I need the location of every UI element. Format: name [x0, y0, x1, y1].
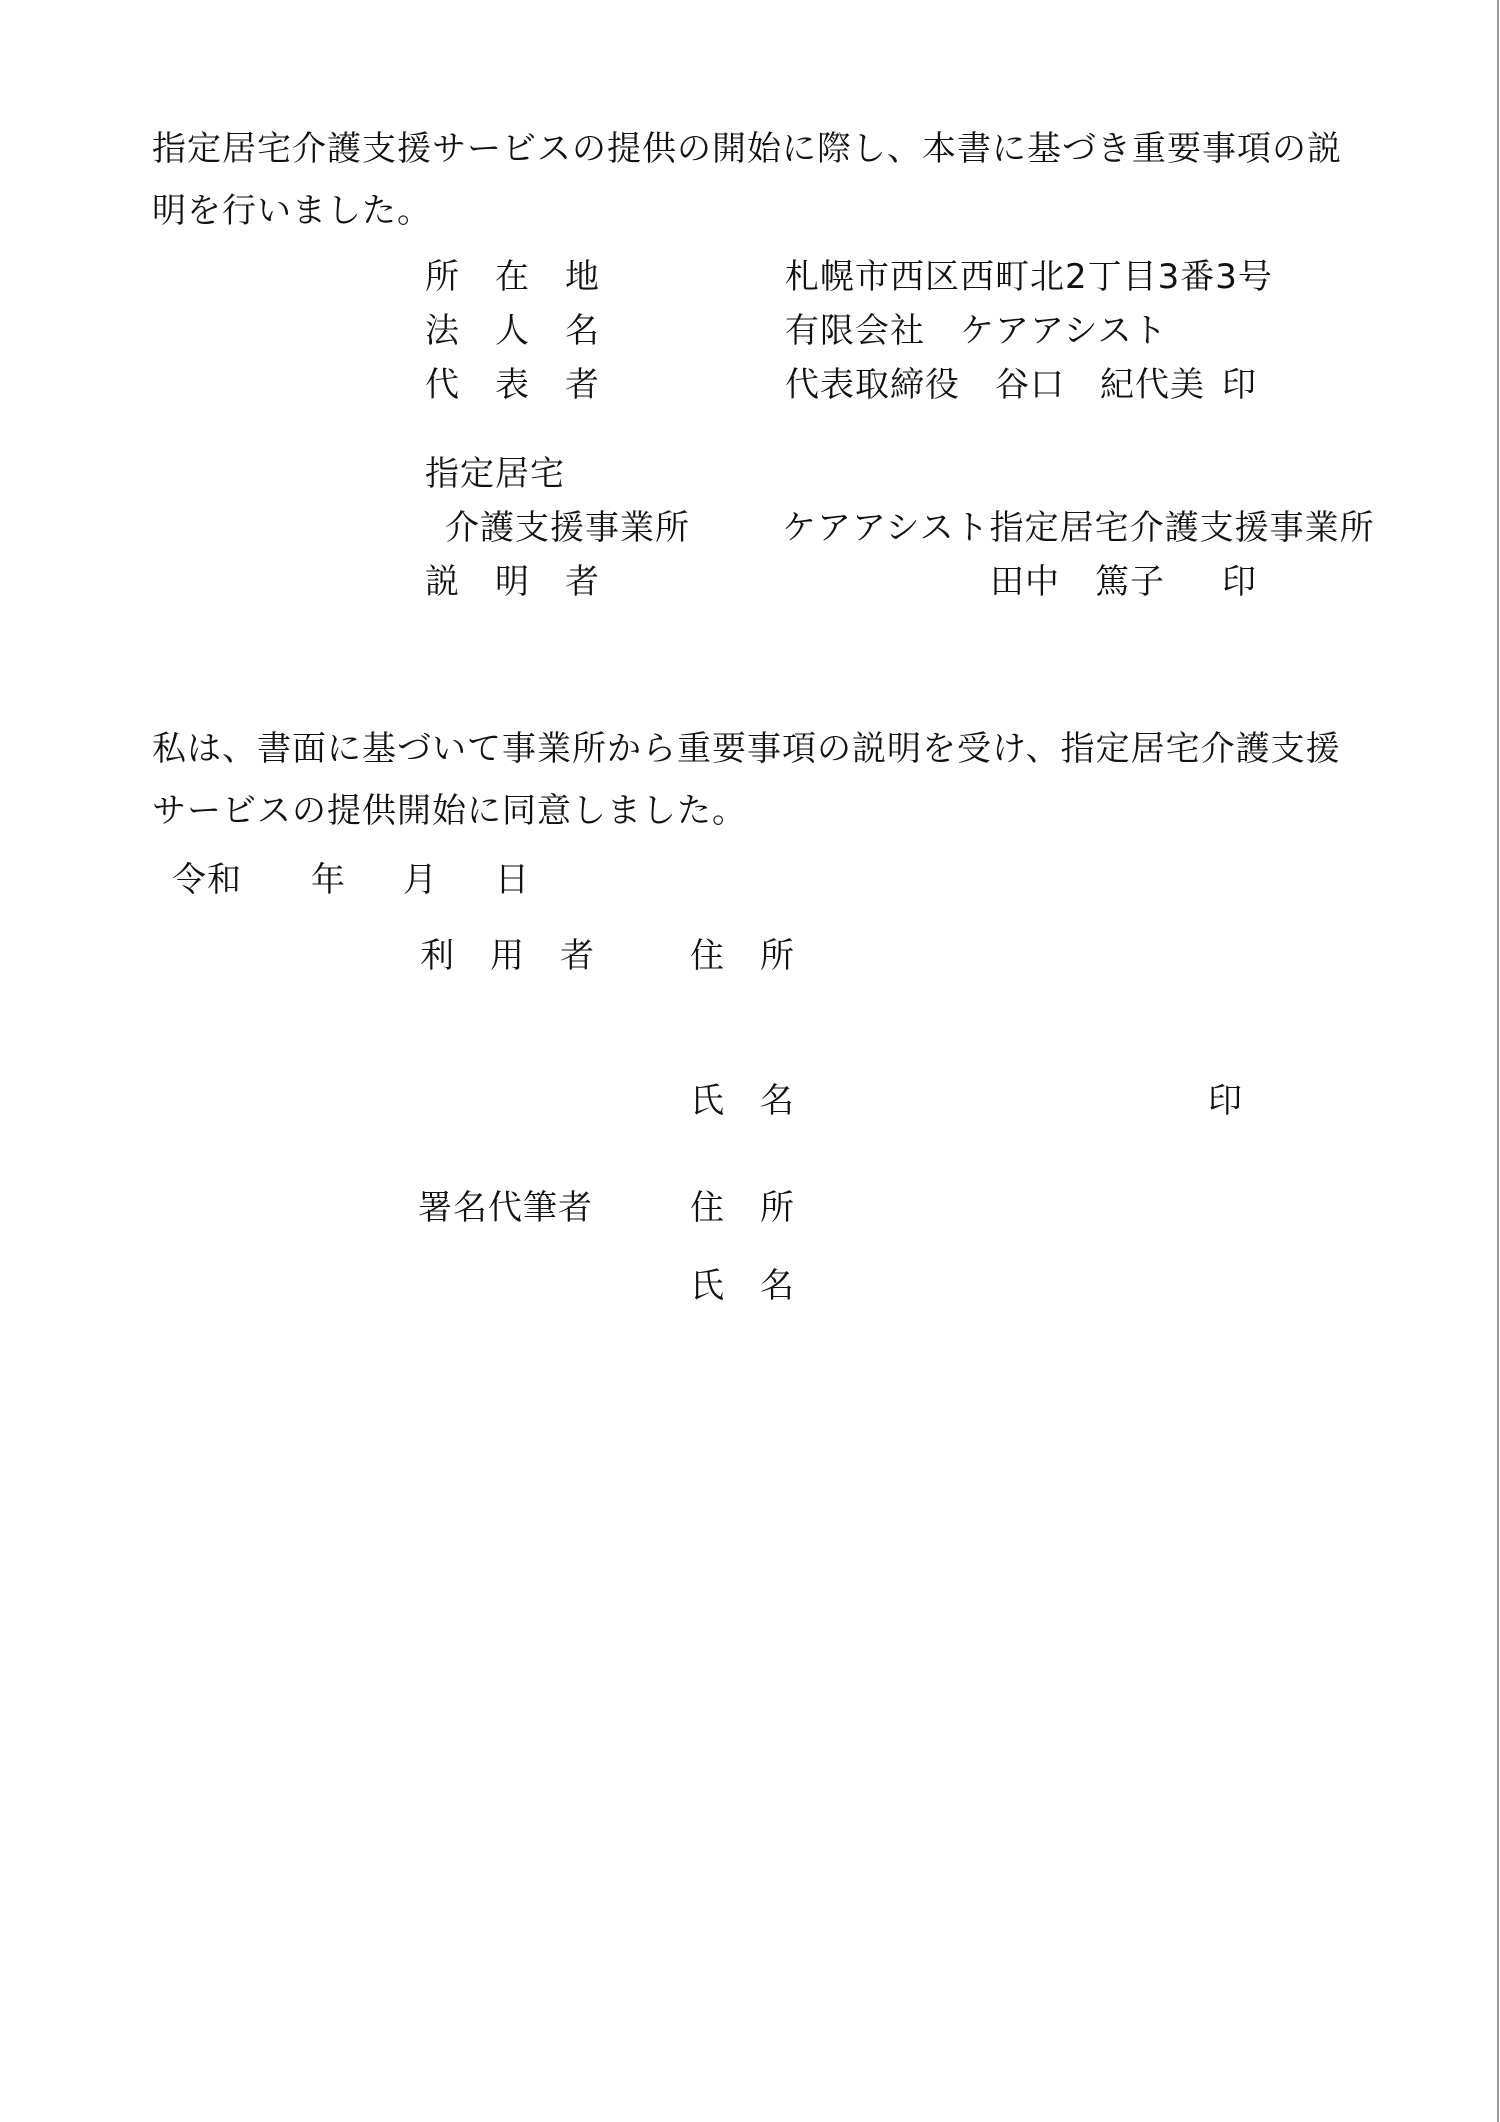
- explainer-value: 田中 篤子: [990, 562, 1165, 602]
- corporation-label: 法 人 名: [425, 311, 600, 351]
- representative-label: 代 表 者: [425, 365, 600, 405]
- proxy-address-label: 住 所: [690, 1188, 795, 1228]
- page-edge-line: [1497, 0, 1499, 2122]
- user-name-label: 氏 名: [690, 1081, 795, 1121]
- user-seal: 印: [1208, 1081, 1243, 1121]
- explanation-paragraph: 指定居宅介護支援サービスの提供の開始に際し、本書に基づき重要事項の説明を行いました。: [152, 129, 1342, 231]
- explainer-seal: 印: [1222, 562, 1257, 602]
- location-label: 所 在 地: [425, 257, 600, 297]
- date-day: 日: [495, 860, 530, 900]
- representative-seal: 印: [1222, 365, 1257, 405]
- date-year: 年: [311, 860, 346, 900]
- corporation-value: 有限会社 ケアアシスト: [785, 311, 1168, 351]
- location-value: 札幌市西区西町北2丁目3番3号: [785, 257, 1273, 297]
- user-address-label: 住 所: [690, 936, 795, 976]
- office-label-line1: 指定居宅: [425, 454, 565, 494]
- proxy-signer-label: 署名代筆者: [418, 1188, 593, 1228]
- explainer-label: 説 明 者: [425, 562, 600, 602]
- office-label-line2: 介護支援事業所: [445, 508, 690, 548]
- date-month: 月: [403, 860, 438, 900]
- representative-value: 代表取締役 谷口 紀代美: [785, 365, 1205, 405]
- date-era: 令和: [172, 860, 242, 900]
- user-label: 利 用 者: [420, 936, 595, 976]
- proxy-name-label: 氏 名: [690, 1266, 795, 1306]
- office-value: ケアアシスト指定居宅介護支援事業所: [782, 508, 1375, 548]
- consent-paragraph: 私は、書面に基づいて事業所から重要事項の説明を受け、指定居宅介護支援サービスの提供開始に同意しました。: [152, 729, 1341, 831]
